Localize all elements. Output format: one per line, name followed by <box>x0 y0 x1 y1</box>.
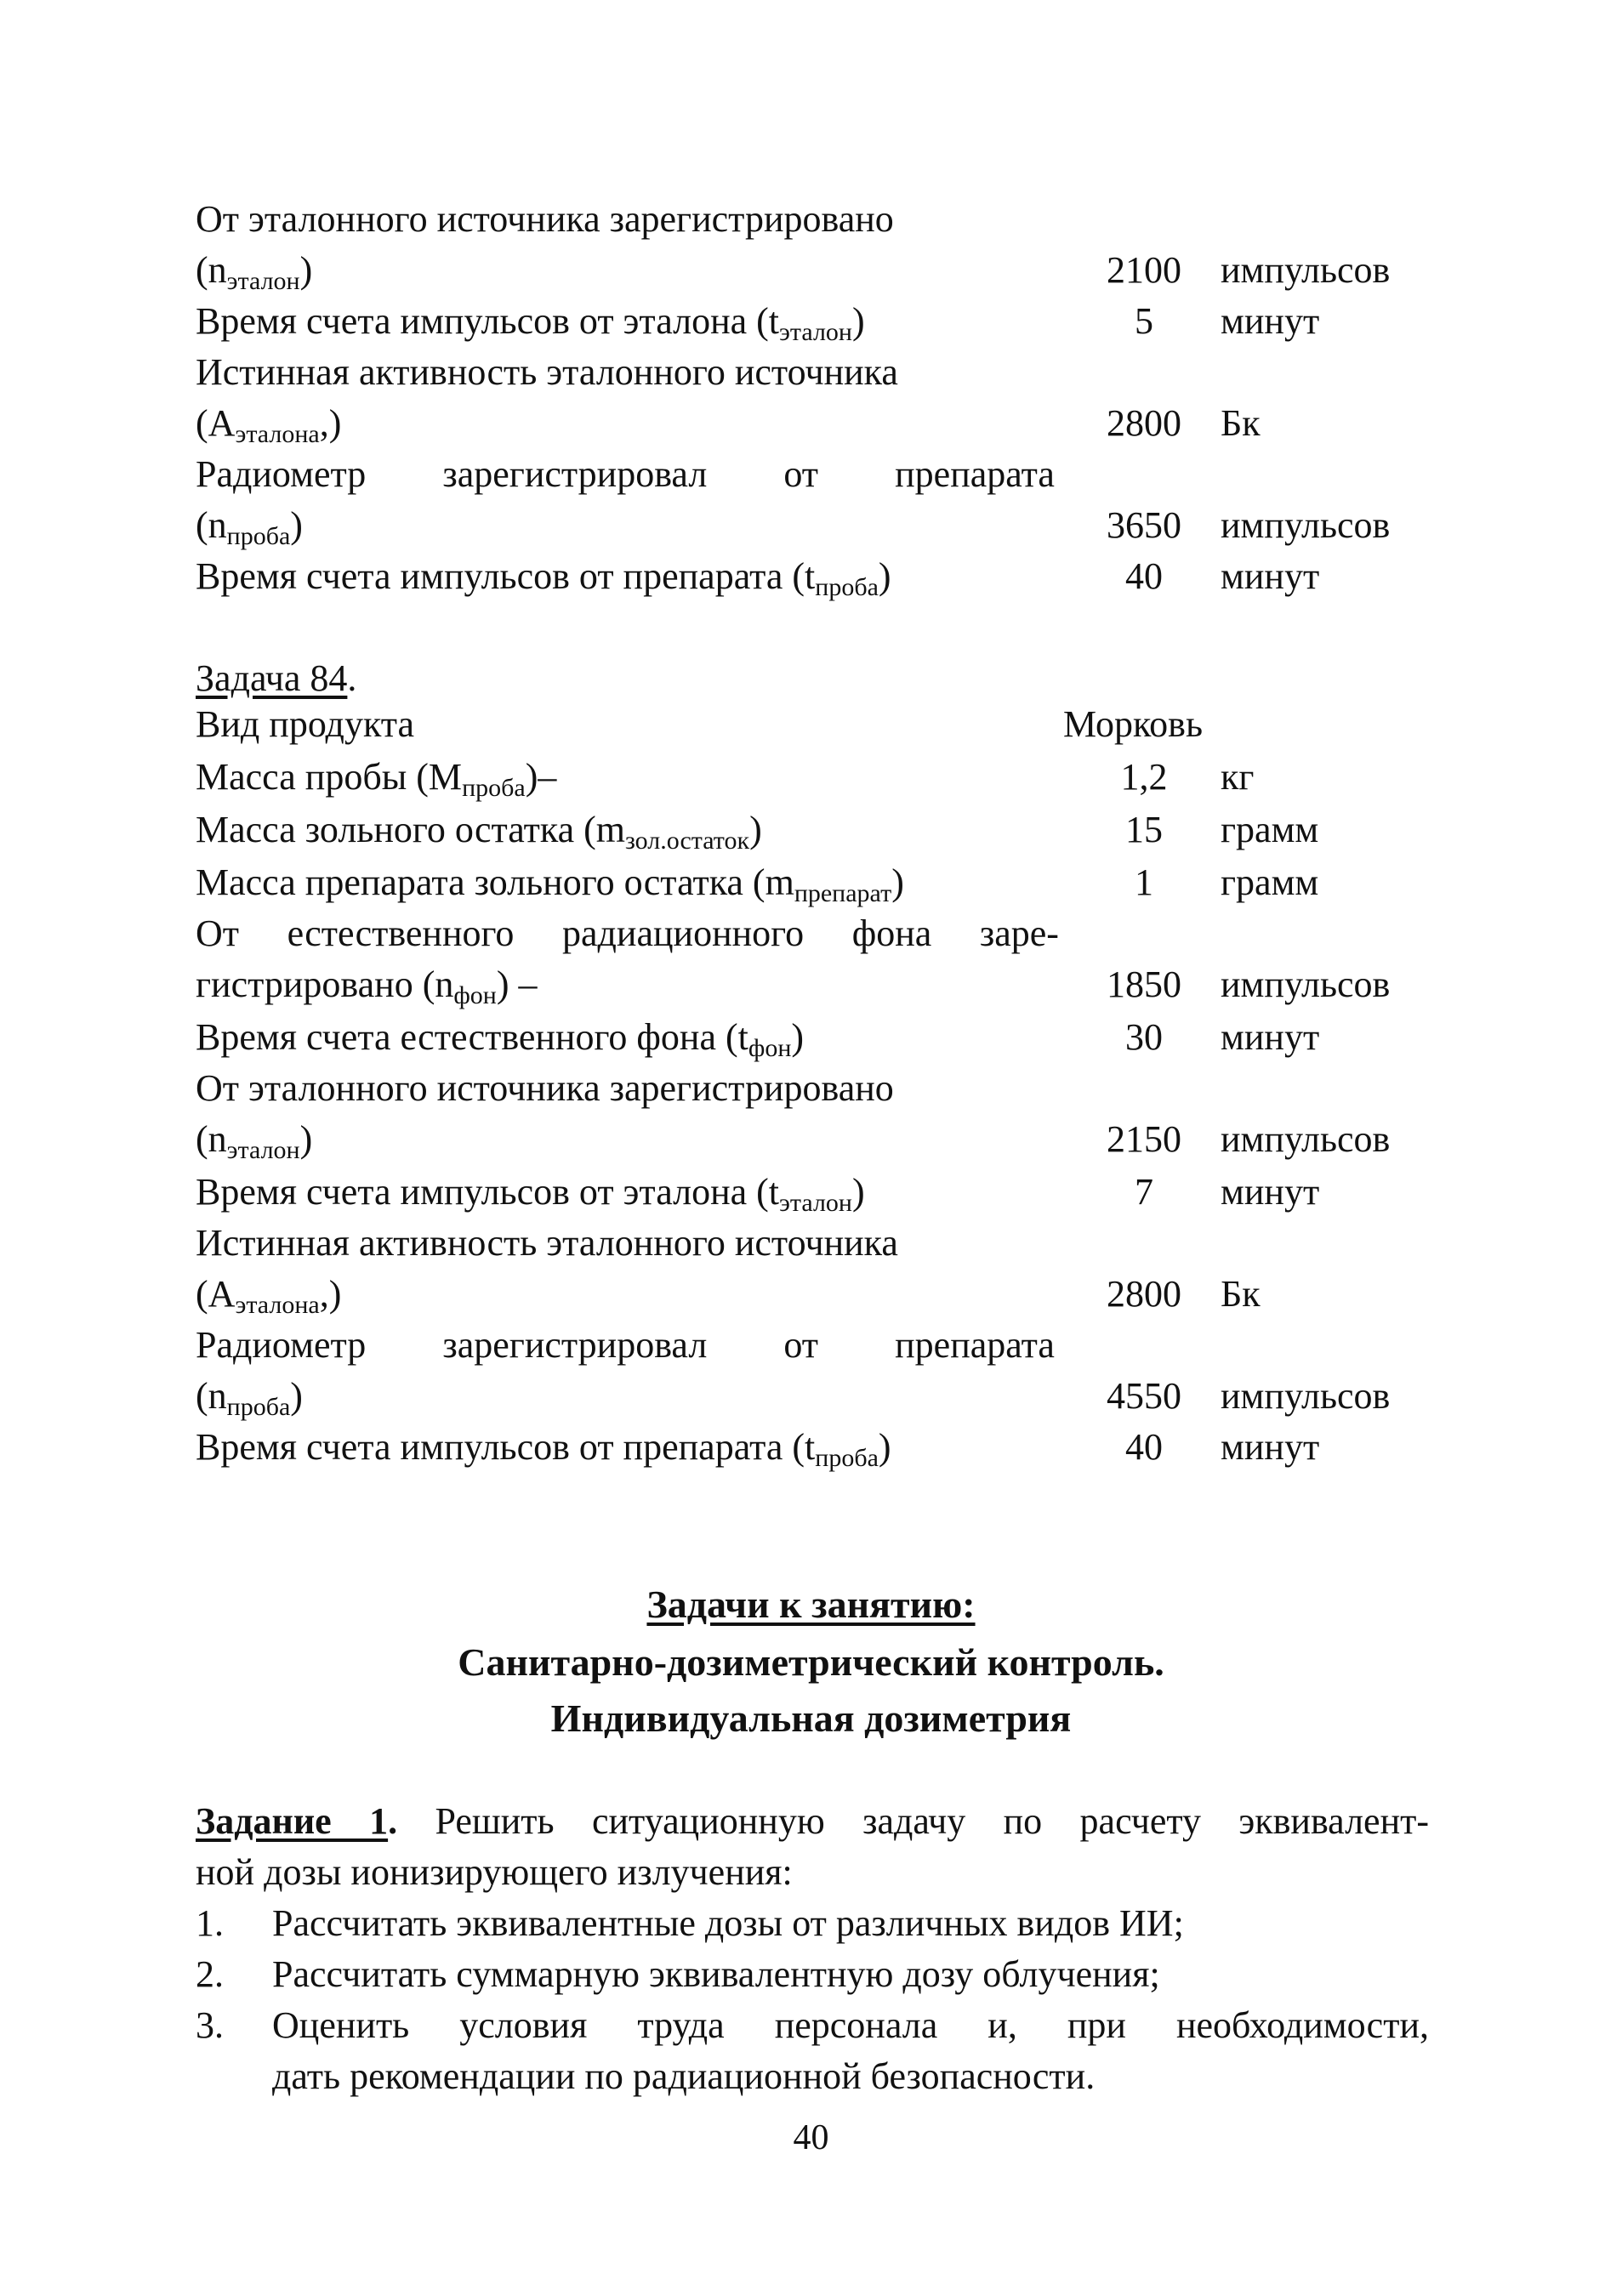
true-activity-label: Истинная активность эталонного источника <box>196 351 898 393</box>
t84-reference-time-row: Время счета импульсов от эталона $(t_{эталон})$ 7 минут <box>0 1167 1622 1218</box>
reference-count-unit: импульсов <box>1221 249 1391 291</box>
background-count-row: гистрировано $(n_{фон})$ – 1850 импульсов <box>0 959 1622 1010</box>
ash-mass-row: Масса зольного остатка $(m_{зол.остаток})$ 15 грамм <box>0 804 1622 855</box>
t84-sample-count-unit: импульсов <box>1221 1375 1391 1417</box>
sample-count-label: Радиометр зарегистрировал от препарата <box>196 453 1055 495</box>
assignment-text-1: Решить ситуационную задачу по расчету эквивалент- <box>397 1800 1429 1842</box>
sample-count-sub: проба <box>226 522 291 550</box>
section-title-line1: Задачи к занятию: <box>646 1583 976 1626</box>
background-count-value: 1850 <box>1107 963 1181 1005</box>
background-time-value: 30 <box>1125 1016 1163 1058</box>
t84-sample-count-row: $(n_{проба})$ 4550 импульсов <box>0 1371 1622 1422</box>
sample-mass-row: Масса пробы $(M_{проба})-$ 1,2 кг <box>0 752 1622 803</box>
section-title-line3: Индивидуальная дозиметрия <box>550 1696 1072 1740</box>
t84-reference-count-label-row <box>0 1063 1622 1114</box>
t84-sample-time-unit: минут <box>1221 1426 1320 1468</box>
reference-time-unit: минут <box>1221 300 1320 342</box>
task84-heading-row: Задача 84. <box>196 657 357 699</box>
t84-sample-count-label: Радиометр зарегистрировал от препарата <box>196 1324 1055 1366</box>
t84-true-activity-label: Истинная активность эталонного источника <box>196 1222 898 1264</box>
t84-true-activity-unit: Бк <box>1221 1273 1261 1315</box>
reference-count-sub: эталон <box>226 267 300 295</box>
reference-time-label: Время счета импульсов от эталона (t <box>196 300 780 342</box>
t84-true-activity-value: 2800 <box>1107 1273 1181 1315</box>
true-activity-value: 2800 <box>1107 402 1181 444</box>
background-count-label: От естественного радиационного фона заре- <box>196 912 1059 954</box>
true-activity-row-label <box>0 347 1622 398</box>
product-value: Морковь <box>1063 703 1204 745</box>
t84-reference-count-row: $(n_{эталон})$ 2150 импульсов <box>0 1114 1622 1165</box>
sample-time-close: ) <box>878 555 891 597</box>
t84-reference-count-label: От эталонного источника зарегистрировано <box>196 1067 894 1109</box>
document-page: От эталонного источника зарегистрировано $(n_{эталон})$ 2100 импульсов Время счета импульсов от эталона $(t_{эталон})$ 5 минут Истинная активность эталонного источника $(A_{эталона},)$ 2800 Бк Радиометр зарегистрировал от препарата $(n_{проба})$ 3650 импульсов Время счета импульсов от препарата $(t_{проба})$ 40 минут Задача 84. Вид продукта Морковь Масса пробы $(M_{проба})-$ 1,2 кг Масса зольного остатка $(m_{зол.остаток})$ 15 грамм Масса препарата зольного остатка $(m_{препарат})$ 1 грамм От естественного радиационного фона заре- гистрировано $(n_{фон})$ – 1850 импульсов Время счета естественного фона $(t_{фон})$ 30 минут От эталонного источника зарегистрировано $(n_{эталон})$ 2150 импульсов Время счета импульсов от эталона $(t_{эталон})$ 7 минут Истинная активность эталонного источника $(A_{эталона},)$ 2800 Бк Радиометр зарегистрировал от препарата $(n_{проба})$ 4550 импульсов Время счета импульсов от препарата $(t_{проба})$ 40 минут Задачи к занятию: Санитарно-дозиметрический контроль. Индивидуальная дозиметрия Задание 1. Решить ситуационную задачу по расчету эквивалент- ной дозы ионизирующего излучения: 1. Рассчитать эквивалентные дозы от различных видов ИИ; 2. Рассчитать суммарную эквивалентную дозу облучения; 3. Оценить условия труда персонала и, при необходимости, дать рекомендации по радиационной безопасности. 40 <box>0 0 1622 2296</box>
t84-sample-time-value: 40 <box>1125 1426 1163 1468</box>
reference-time-sub: эталон <box>779 318 852 346</box>
t84-reference-count-value: 2150 <box>1107 1118 1181 1160</box>
t84-reference-time-unit: минут <box>1221 1171 1320 1213</box>
t84-sample-count-label-row <box>0 1320 1622 1371</box>
t84-true-activity-label-row <box>0 1218 1622 1269</box>
sample-count-open: (n <box>196 504 227 546</box>
ash-mass-value: 15 <box>1125 809 1163 850</box>
sample-count-row <box>0 500 1622 551</box>
background-time-unit: минут <box>1221 1016 1320 1058</box>
reference-count-close: ) <box>299 249 313 291</box>
sample-time-unit: минут <box>1221 555 1320 597</box>
product-label: Вид продукта <box>196 703 415 745</box>
assignment-line1: Задание 1. Решить ситуационную задачу по расчету эквивалент- <box>196 1800 1429 1842</box>
background-time-row: Время счета естественного фона $(t_{фон})$ 30 минут <box>0 1012 1622 1063</box>
reference-count-row-label <box>0 194 1622 245</box>
t84-sample-time-row: Время счета импульсов от препарата $(t_{проба})$ 40 минут <box>0 1422 1622 1473</box>
reference-count-value: 2100 <box>1107 249 1181 291</box>
prep-mass-value: 1 <box>1135 861 1153 903</box>
t84-reference-time-value: 7 <box>1135 1171 1153 1213</box>
prep-mass-unit: грамм <box>1221 861 1319 903</box>
t84-sample-count-value: 4550 <box>1107 1375 1181 1417</box>
sample-count-value: 3650 <box>1107 504 1181 546</box>
sample-count-unit: импульсов <box>1221 504 1391 546</box>
sample-count-row-label <box>0 449 1622 500</box>
page-number: 40 <box>793 2118 829 2157</box>
reference-time-row <box>0 296 1622 347</box>
reference-count-row <box>0 245 1622 296</box>
t84-true-activity-row: $(A_{эталона},)$ 2800 Бк <box>0 1269 1622 1320</box>
true-activity-row <box>0 398 1622 449</box>
true-activity-close: ,) <box>319 402 342 444</box>
true-activity-sub: эталона <box>235 420 320 448</box>
true-activity-open: (A <box>196 402 236 444</box>
t84-reference-count-unit: импульсов <box>1221 1118 1391 1160</box>
sample-mass-unit: кг <box>1221 756 1255 798</box>
task84-heading: Задача 84 <box>196 657 348 699</box>
reference-count-open: (n <box>196 249 227 291</box>
prep-mass-row: Масса препарата зольного остатка $(m_{препарат})$ 1 грамм <box>0 857 1622 908</box>
sample-count-close: ) <box>290 504 303 546</box>
section-title-line2: Санитарно-дозиметрический контроль. <box>458 1640 1164 1684</box>
ash-mass-unit: грамм <box>1221 809 1319 850</box>
true-activity-unit: Бк <box>1221 402 1261 444</box>
background-count-label-row <box>0 908 1622 959</box>
reference-time-close: ) <box>852 300 865 342</box>
assignment-text-2: ной дозы ионизирующего излучения: <box>196 1851 793 1893</box>
reference-time-value: 5 <box>1135 300 1153 342</box>
background-count-unit: импульсов <box>1221 963 1391 1005</box>
sample-time-label: Время счета импульсов от препарата (t <box>196 555 816 597</box>
sample-time-row <box>0 551 1622 602</box>
sample-time-value: 40 <box>1125 555 1163 597</box>
sample-time-sub: проба <box>815 573 879 601</box>
assignment-label: Задание 1 <box>196 1800 389 1842</box>
reference-count-label: От эталонного источника зарегистрировано <box>196 198 894 240</box>
sample-mass-value: 1,2 <box>1120 756 1168 798</box>
product-row <box>0 699 1622 750</box>
assignment-line2 <box>196 1847 1429 1898</box>
